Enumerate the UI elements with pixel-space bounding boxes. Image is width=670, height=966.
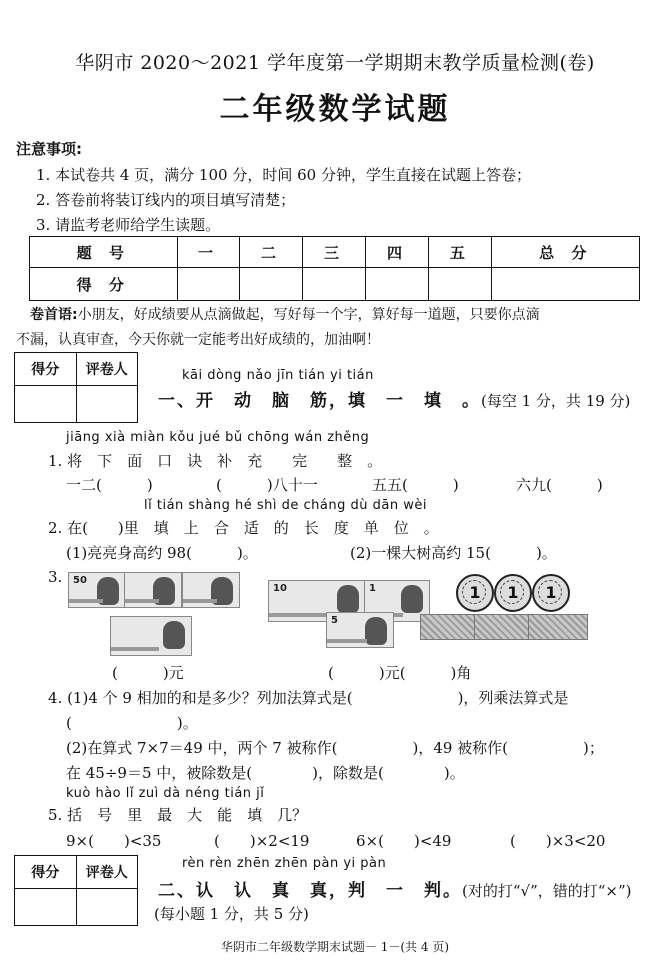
q5-pinyin: kuò hào lǐ zuì dà néng tián jǐ (66, 786, 265, 801)
intro-line-1 (30, 304, 540, 324)
q5-item[interactable]: 6×( )<49 (356, 832, 452, 850)
score-header-cell: 题 号 (30, 237, 178, 268)
q4-line-2[interactable]: ( )。 (66, 714, 198, 732)
score-header-cell: 三 (303, 237, 366, 268)
section1-points: (每空 1 分，共 19 分) (481, 392, 631, 410)
q1-text: 1. 将 下 面 口 诀 补 充 完 整 。 (48, 452, 383, 470)
score-header-cell: 一 (177, 237, 240, 268)
grader-box (14, 352, 138, 423)
q1-item[interactable]: ( )八十一 (216, 476, 318, 494)
section1-title (158, 386, 630, 411)
q1-item[interactable]: 五五( ) (372, 476, 459, 494)
score-table (29, 236, 640, 301)
section2-title (158, 876, 632, 901)
score-header-cell: 四 (366, 237, 429, 268)
note-item: 1. 本试卷共 4 页，满分 100 分，时间 60 分钟，学生直接在试题上答卷； (36, 166, 531, 184)
jiao-note-image (474, 614, 534, 640)
grader-box (14, 855, 138, 926)
q3-answer-b[interactable]: ( )元( )角 (328, 664, 472, 682)
note-item: 3. 请监考老师给学生读题。 (36, 216, 221, 234)
q5-item[interactable]: 9×( )<35 (66, 832, 162, 850)
q5-item[interactable]: ( )×3<20 (510, 832, 606, 850)
q3-answer-a[interactable]: ( )元 (112, 664, 184, 682)
grader-score-label: 得分 (15, 856, 77, 889)
score-cell[interactable] (429, 268, 492, 301)
grader-name-label: 评卷人 (76, 353, 138, 386)
q3-label: 3. (48, 568, 63, 586)
q2-pinyin: lǐ tián shàng hé shì de cháng dù dān wèi (144, 498, 427, 513)
banknote-value: 1 (369, 583, 376, 594)
note-item: 2. 答卷前将装订线内的项目填写清楚； (36, 191, 296, 209)
jiao-note-image (420, 614, 480, 640)
banknote-value: 5 (331, 615, 338, 626)
page-title: 二年级数学试题 (219, 92, 451, 127)
banknote-image (110, 616, 192, 656)
intro-text: 小朋友，好成绩要从点滴做起，写好每一个字，算好每一道题，只要你点滴 (77, 307, 540, 323)
grader-score-label: 得分 (15, 353, 77, 386)
banknote-value: 10 (273, 583, 287, 594)
section2-pinyin: rèn rèn zhēn zhēn pàn yi pàn (182, 856, 387, 871)
exam-header: 华阴市 2020～2021 学年度第一学期期末教学质量检测(卷) (75, 52, 595, 74)
q2-part-a[interactable]: (1)亮亮身高约 98( )。 (66, 544, 258, 562)
page-footer: 华阴市二年级数学期末试题－ 1－(共 4 页) (220, 940, 450, 954)
score-header-cell: 五 (429, 237, 492, 268)
grader-name-cell[interactable] (76, 889, 138, 926)
score-cell[interactable] (366, 268, 429, 301)
banknote-image (68, 572, 126, 608)
coin-image: 1 (494, 574, 532, 612)
banknote-value: 50 (73, 575, 87, 586)
grader-name-cell[interactable] (76, 386, 138, 423)
score-cell[interactable] (177, 268, 240, 301)
q1-pinyin: jiāng xià miàn kǒu jué bǔ chōng wán zhěng (66, 430, 370, 445)
section2-instruction: (对的打“√”，错的打“×”) (462, 882, 632, 900)
section1-pinyin: kāi dòng nǎo jīn tián yi tián (182, 368, 374, 383)
score-header-cell: 二 (240, 237, 303, 268)
section2-title-text: 二、认 认 真 真，判 一 判。 (158, 881, 462, 901)
notes-heading: 注意事项: (16, 140, 82, 158)
coin-image: 1 (532, 574, 570, 612)
intro-line-2: 不漏，认真审查，今天你就一定能考出好成绩的，加油啊！ (16, 332, 380, 348)
banknote-image (326, 612, 394, 648)
score-cell[interactable] (240, 268, 303, 301)
intro-label: 卷首语: (30, 307, 78, 323)
q5-text: 5. 括 号 里 最 大 能 填 几？ (48, 806, 308, 824)
q4-line-3: (2)在算式 7×7＝49 中，两个 7 被称作( )，49 被称作( )； (66, 739, 604, 757)
q4-line-1: 4. (1)4 个 9 相加的和是多少？列加法算式是( )，列乘法算式是 (48, 689, 569, 707)
score-row-label: 得 分 (30, 268, 178, 301)
q4-line-4: 在 45÷9＝5 中，被除数是( )，除数是( )。 (66, 764, 465, 782)
score-header-cell: 总 分 (492, 237, 640, 268)
grader-name-label: 评卷人 (76, 856, 138, 889)
q5-item[interactable]: ( )×2<19 (214, 832, 310, 850)
section1-title-text: 一、开 动 脑 筋，填 一 填 。 (158, 391, 481, 411)
q1-item[interactable]: 一二( ) (66, 476, 153, 494)
q2-part-b[interactable]: (2)一棵大树高约 15( )。 (350, 544, 557, 562)
jiao-note-image (528, 614, 588, 640)
section2-points: (每小题 1 分，共 5 分) (154, 905, 309, 923)
q1-item[interactable]: 六九( ) (516, 476, 603, 494)
q2-text: 2. 在( )里 填 上 合 适 的 长 度 单 位 。 (48, 519, 439, 537)
banknote-image (182, 572, 240, 608)
banknote-image (124, 572, 182, 608)
grader-score-cell[interactable] (15, 889, 77, 926)
score-cell[interactable] (303, 268, 366, 301)
grader-score-cell[interactable] (15, 386, 77, 423)
score-cell[interactable] (492, 268, 640, 301)
coin-image: 1 (456, 574, 494, 612)
